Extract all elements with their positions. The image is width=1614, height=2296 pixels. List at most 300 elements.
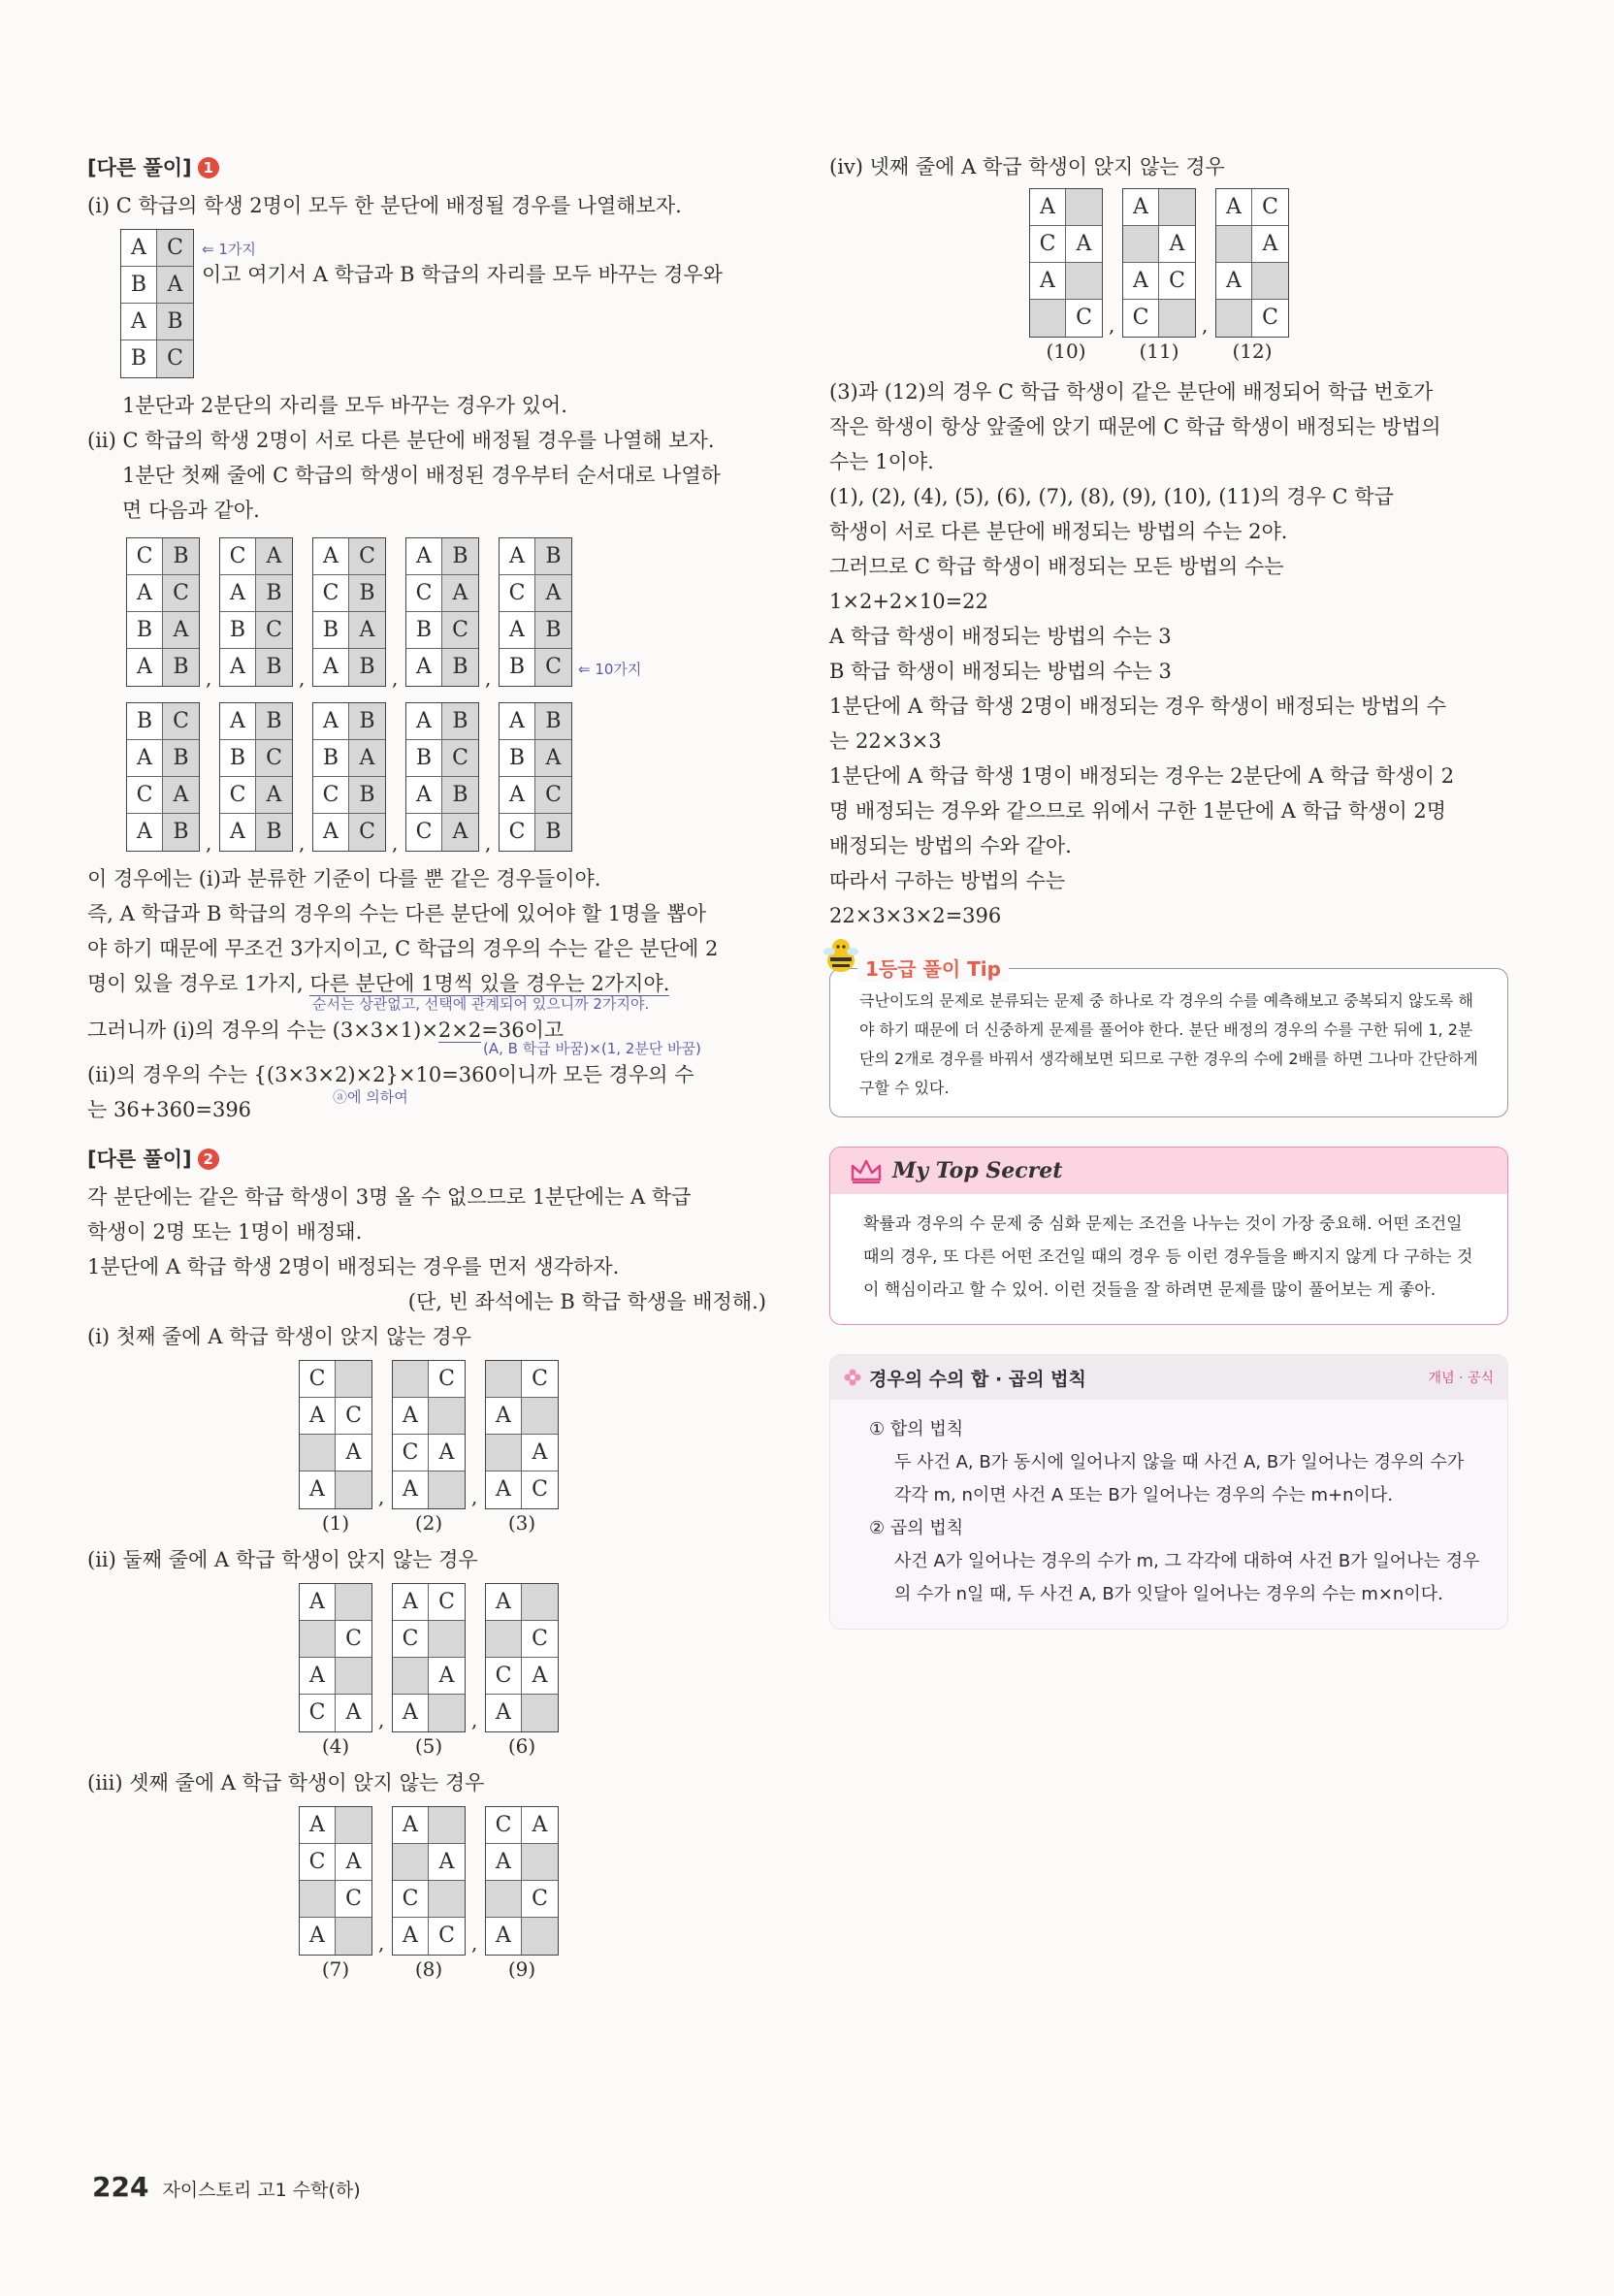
seat-cell: C bbox=[535, 777, 571, 814]
comma-separator: , bbox=[1109, 313, 1115, 337]
annotation-3: ⓐ에 의하여 bbox=[333, 1088, 408, 1106]
count-note: ⇐ 10가지 bbox=[578, 661, 642, 678]
seat-cell: B bbox=[157, 304, 193, 340]
seat-cell bbox=[522, 1584, 558, 1621]
seat-cell: C bbox=[349, 538, 385, 575]
r14: 배정되는 방법의 수와 같아. bbox=[829, 834, 1072, 857]
seat-grid-item bbox=[485, 1360, 559, 1535]
r16: 22×3×3×2=396 bbox=[829, 904, 1002, 927]
set-iv-grids bbox=[829, 188, 1508, 363]
seat-cell: A bbox=[522, 1435, 558, 1471]
seat-cell: A bbox=[486, 1695, 522, 1731]
seat-cell bbox=[1159, 189, 1195, 226]
seat-cell: A bbox=[486, 1471, 522, 1508]
rule-box bbox=[829, 1354, 1508, 1630]
right-column bbox=[829, 149, 1508, 1630]
seat-cell: B bbox=[313, 740, 349, 777]
seat-cell: C bbox=[429, 1918, 465, 1955]
seat-cell bbox=[429, 1398, 465, 1435]
seat-grid bbox=[126, 702, 200, 852]
para6: (ii)의 경우의 수는 {(3×3×2)×2}×10=360이니까 모든 경우의 수 bbox=[87, 1063, 694, 1086]
seat-grid bbox=[126, 537, 200, 687]
case-i-line2: 1분단과 2분단의 자리를 모두 바꾸는 경우가 있어. bbox=[122, 394, 567, 417]
rule-title: 경우의 수의 합 · 곱의 법칙 bbox=[869, 1368, 1086, 1390]
seat-cell: C bbox=[336, 1621, 371, 1658]
seat-cell bbox=[429, 1695, 465, 1731]
case-ii-line2: 1분단 첫째 줄에 C 학급의 학생이 배정된 경우부터 순서대로 나열하 bbox=[122, 464, 721, 487]
alt-solution-1-heading bbox=[87, 151, 766, 184]
grid-caption: (7) bbox=[321, 1957, 350, 1981]
seat-cell: C bbox=[535, 649, 571, 686]
seat-cell: A bbox=[336, 1435, 371, 1471]
seat-grid bbox=[485, 1583, 559, 1732]
seat-cell bbox=[429, 1471, 465, 1508]
seat-cell: A bbox=[442, 814, 478, 851]
seat-cell: B bbox=[256, 649, 292, 686]
r11: 는 22×3×3 bbox=[829, 729, 942, 753]
seat-grid-item bbox=[392, 1806, 466, 1981]
seat-cell bbox=[336, 1918, 371, 1955]
case-i-text: (i) C 학급의 학생 2명이 모두 한 분단에 배정될 경우를 나열해보자. bbox=[87, 194, 682, 217]
rule-tag: 개념 · 공식 bbox=[1428, 1371, 1494, 1386]
r8: A 학급 학생이 배정되는 방법의 수는 3 bbox=[829, 625, 1172, 648]
book-title: 자이스토리 고1 수학(하) bbox=[162, 2180, 361, 2201]
seat-cell: B bbox=[163, 740, 199, 777]
seat-cell bbox=[486, 1361, 522, 1398]
secret-title: My Top Secret bbox=[892, 1158, 1063, 1183]
seat-grid bbox=[392, 1583, 466, 1732]
seat-cell: B bbox=[535, 703, 571, 740]
seat-grid bbox=[499, 702, 572, 852]
seat-cell: A bbox=[121, 304, 157, 340]
seat-cell: A bbox=[300, 1807, 336, 1844]
seat-cell: A bbox=[256, 538, 292, 575]
seat-cell: B bbox=[406, 612, 442, 649]
seat-grid bbox=[392, 1360, 466, 1509]
seat-cell: A bbox=[1252, 226, 1288, 263]
seat-cell: A bbox=[220, 814, 256, 851]
p2-line2: 학생이 2명 또는 1명이 배정돼. bbox=[87, 1220, 363, 1244]
seat-cell bbox=[336, 1471, 371, 1508]
seat-cell bbox=[486, 1435, 522, 1471]
seat-grid-item bbox=[126, 702, 200, 852]
seat-cell: C bbox=[486, 1807, 522, 1844]
p2-line4: (단, 빈 좌석에는 B 학급 학생을 배정해.) bbox=[407, 1290, 766, 1313]
seat-cell: A bbox=[429, 1658, 465, 1695]
seat-cell: A bbox=[393, 1584, 429, 1621]
seat-cell bbox=[1159, 300, 1195, 337]
seat-grid-item bbox=[219, 537, 293, 687]
seat-cell: C bbox=[349, 814, 385, 851]
comma-separator: , bbox=[471, 1708, 478, 1731]
grid-caption: (2) bbox=[414, 1511, 443, 1535]
seat-cell: C bbox=[313, 777, 349, 814]
para7: 는 36+360=396 bbox=[87, 1098, 252, 1121]
seat-cell bbox=[1216, 226, 1252, 263]
seat-cell bbox=[1216, 300, 1252, 337]
sub-case-i: (i) 첫째 줄에 A 학급 학생이 앉지 않는 경우 bbox=[87, 1325, 471, 1348]
seat-cell: B bbox=[127, 703, 163, 740]
para2: 즉, A 학급과 B 학급의 경우의 수는 다른 분단에 있어야 할 1명을 뽑아 bbox=[87, 902, 706, 925]
seat-cell: B bbox=[349, 703, 385, 740]
seat-cell: C bbox=[300, 1844, 336, 1881]
seat-cell: B bbox=[535, 538, 571, 575]
seat-cell: B bbox=[500, 649, 535, 686]
grid-caption: (5) bbox=[414, 1734, 443, 1758]
seat-cell: B bbox=[313, 612, 349, 649]
para4-b: 다른 분단에 1명씩 있을 경우는 2가지야. bbox=[309, 972, 670, 995]
para1: 이 경우에는 (i)과 분류한 기준이 다를 뿐 같은 경우들이야. bbox=[87, 867, 601, 890]
seat-cell: A bbox=[486, 1918, 522, 1955]
seat-cell: B bbox=[220, 740, 256, 777]
seat-grid bbox=[299, 1806, 372, 1956]
seat-cell: C bbox=[1066, 300, 1102, 337]
seat-cell: A bbox=[349, 612, 385, 649]
seat-cell: B bbox=[256, 703, 292, 740]
comma-separator: , bbox=[1202, 313, 1209, 337]
seat-cell: A bbox=[220, 575, 256, 612]
seat-cell: C bbox=[522, 1881, 558, 1918]
seat-cell: A bbox=[442, 575, 478, 612]
seat-grid bbox=[299, 1360, 372, 1509]
seat-cell: A bbox=[429, 1435, 465, 1471]
seat-grid-item bbox=[312, 702, 386, 852]
case-ii-grids-row2 bbox=[87, 702, 766, 855]
seat-cell bbox=[393, 1658, 429, 1695]
seat-cell bbox=[1123, 226, 1159, 263]
comma-separator: , bbox=[378, 1708, 385, 1731]
r12: 1분단에 A 학급 학생 1명이 배정되는 경우는 2분단에 A 학급 학생이 2 bbox=[829, 764, 1455, 788]
seat-grid bbox=[499, 537, 572, 687]
seat-cell: A bbox=[535, 575, 571, 612]
seat-cell: B bbox=[163, 649, 199, 686]
sub-case-iii: (iii) 셋째 줄에 A 학급 학생이 앉지 않는 경우 bbox=[87, 1771, 485, 1795]
r1: (3)과 (12)의 경우 C 학급 학생이 같은 분단에 배정되어 학급 번호가 bbox=[829, 380, 1434, 404]
seat-cell: A bbox=[163, 777, 199, 814]
seat-cell: C bbox=[406, 814, 442, 851]
seat-grid-item bbox=[405, 702, 479, 852]
secret-body: 확률과 경우의 수 문제 중 심화 문제는 조건을 나누는 것이 가장 중요해. 어떤 조건일 때의 경우, 또 다른 어떤 조건일 때의 경우 등 이런 경우들을 빠지지 않게 다 구하는 것이 핵심이라고 할 수 있어. 이런 것들을 잘 하려면 문제를 많이 풀어보는 게 좋아. bbox=[863, 1214, 1473, 1300]
seat-cell: A bbox=[486, 1844, 522, 1881]
seat-grid-item bbox=[1029, 188, 1103, 363]
p2-line1: 각 분단에는 같은 학급 학생이 3명 올 수 없으므로 1분단에는 A 학급 bbox=[87, 1185, 692, 1209]
seat-cell: A bbox=[486, 1398, 522, 1435]
seat-cell: A bbox=[393, 1807, 429, 1844]
seat-grid bbox=[299, 1583, 372, 1732]
seat-cell: A bbox=[127, 649, 163, 686]
seat-cell: A bbox=[393, 1695, 429, 1731]
seat-grid-item bbox=[499, 537, 572, 687]
seat-cell: C bbox=[500, 814, 535, 851]
seat-cell: C bbox=[486, 1658, 522, 1695]
seat-cell bbox=[1066, 189, 1102, 226]
seat-cell: A bbox=[300, 1471, 336, 1508]
seat-cell: C bbox=[1159, 263, 1195, 300]
seat-grid-item bbox=[392, 1583, 466, 1758]
seat-cell bbox=[486, 1621, 522, 1658]
seat-cell: A bbox=[1066, 226, 1102, 263]
seat-cell: A bbox=[429, 1844, 465, 1881]
r9: B 학급 학생이 배정되는 방법의 수는 3 bbox=[829, 660, 1172, 683]
seat-cell: B bbox=[127, 612, 163, 649]
seat-cell: C bbox=[220, 777, 256, 814]
seat-cell: B bbox=[220, 612, 256, 649]
seat-cell bbox=[336, 1361, 371, 1398]
r13: 명 배정되는 경우와 같으므로 위에서 구한 1분단에 A 학급 학생이 2명 bbox=[829, 799, 1447, 823]
seat-cell: A bbox=[500, 538, 535, 575]
seat-cell: A bbox=[127, 740, 163, 777]
seat-cell: B bbox=[163, 814, 199, 851]
seat-cell: C bbox=[429, 1361, 465, 1398]
seat-cell: B bbox=[349, 575, 385, 612]
seat-cell: A bbox=[1216, 189, 1252, 226]
grid-caption: (9) bbox=[507, 1957, 536, 1981]
grid-caption: (4) bbox=[321, 1734, 350, 1758]
seat-cell: A bbox=[393, 1918, 429, 1955]
grid-caption: (12) bbox=[1232, 340, 1273, 363]
seat-cell: A bbox=[1030, 189, 1066, 226]
seat-cell bbox=[522, 1918, 558, 1955]
seat-cell: A bbox=[1030, 263, 1066, 300]
seat-cell: A bbox=[127, 814, 163, 851]
seat-cell: A bbox=[127, 575, 163, 612]
annotation-1: 순서는 상관없고, 선택에 관계되어 있으니까 2가지야. bbox=[312, 995, 650, 1013]
seat-grid-item bbox=[1122, 188, 1196, 363]
seat-grid bbox=[405, 537, 479, 687]
r6: 그러므로 C 학급 학생이 배정되는 모든 방법의 수는 bbox=[829, 555, 1284, 578]
seat-grid bbox=[1122, 188, 1196, 338]
sub-case-ii: (ii) 둘째 줄에 A 학급 학생이 앉지 않는 경우 bbox=[87, 1548, 478, 1571]
seat-cell: A bbox=[406, 538, 442, 575]
seat-cell bbox=[300, 1435, 336, 1471]
seat-cell bbox=[429, 1881, 465, 1918]
grid-caption: (11) bbox=[1139, 340, 1179, 363]
seat-cell: C bbox=[163, 575, 199, 612]
grid-caption: (6) bbox=[507, 1734, 536, 1758]
comma-separator: , bbox=[392, 831, 399, 855]
seat-cell: B bbox=[256, 814, 292, 851]
left-column bbox=[87, 146, 766, 1981]
seat-cell bbox=[393, 1361, 429, 1398]
case-ii-grids-row1 bbox=[87, 537, 766, 690]
seat-grid bbox=[1029, 188, 1103, 338]
rule1-body: 두 사건 A, B가 동시에 일어나지 않을 때 사건 A, B가 일어나는 경우의 수가 각각 m, n이면 사건 A 또는 B가 일어나는 경우의 수는 m+n이다. bbox=[894, 1452, 1465, 1505]
seat-cell: A bbox=[300, 1918, 336, 1955]
flower-icon bbox=[844, 1369, 861, 1386]
seat-cell: B bbox=[535, 612, 571, 649]
seat-cell bbox=[1030, 300, 1066, 337]
comma-separator: , bbox=[471, 1485, 478, 1508]
para3: 야 하기 때문에 무조건 3가지이고, C 학급의 경우의 수는 같은 분단에 2 bbox=[87, 937, 719, 960]
seat-cell: B bbox=[500, 740, 535, 777]
seat-cell bbox=[429, 1621, 465, 1658]
seat-cell: A bbox=[300, 1398, 336, 1435]
seat-cell: A bbox=[336, 1844, 371, 1881]
seat-cell: B bbox=[121, 267, 157, 304]
seat-cell bbox=[1066, 263, 1102, 300]
comma-separator: , bbox=[206, 666, 212, 690]
alt-solution-2-title: [다른 풀이] bbox=[87, 1148, 192, 1171]
sub-case-iv: (iv) 넷째 줄에 A 학급 학생이 앉지 않는 경우 bbox=[829, 155, 1225, 178]
alt-solution-2-heading bbox=[87, 1143, 766, 1176]
seat-cell: A bbox=[220, 703, 256, 740]
alt-solution-1-badge: 1 bbox=[198, 157, 219, 178]
comma-separator: , bbox=[206, 831, 212, 855]
seat-cell: A bbox=[393, 1471, 429, 1508]
tip-body: 극난이도의 문제로 분류되는 문제 중 하나로 각 경우의 수를 예측해보고 중복되지 않도록 해야 하기 때문에 더 신중하게 문제를 풀어야 한다. 분단 배정의 경우의 수를 구한 뒤에 1, 2분단의 2개로 경우를 바꿔서 생각해보면 되므로 구한 경우의 수에 2배를 하면 그나마 간단하게 구할 수 있다. bbox=[859, 991, 1478, 1097]
seat-cell: A bbox=[313, 703, 349, 740]
seat-cell: A bbox=[349, 740, 385, 777]
r10: 1분단에 A 학급 학생 2명이 배정되는 경우 학생이 배정되는 방법의 수 bbox=[829, 695, 1447, 718]
seat-grid-item bbox=[299, 1583, 372, 1758]
seat-grid bbox=[405, 702, 479, 852]
seat-cell: A bbox=[1159, 226, 1195, 263]
seat-cell bbox=[300, 1621, 336, 1658]
seat-cell: C bbox=[1252, 189, 1288, 226]
comma-separator: , bbox=[378, 1485, 385, 1508]
seat-cell: A bbox=[313, 649, 349, 686]
seat-grid bbox=[392, 1806, 466, 1956]
seat-cell: A bbox=[313, 538, 349, 575]
seat-grid-item bbox=[392, 1360, 466, 1535]
seat-cell: C bbox=[313, 575, 349, 612]
comma-separator: , bbox=[299, 831, 306, 855]
seat-cell: C bbox=[336, 1398, 371, 1435]
seat-cell: A bbox=[522, 1658, 558, 1695]
seat-cell: A bbox=[500, 612, 535, 649]
para5-c: =36이고 bbox=[481, 1019, 565, 1042]
seat-cell: C bbox=[522, 1471, 558, 1508]
case-i-grid bbox=[120, 229, 194, 378]
r2: 작은 학생이 항상 앞줄에 앉기 때문에 C 학급 학생이 배정되는 방법의 bbox=[829, 415, 1441, 438]
secret-header bbox=[830, 1148, 1507, 1194]
seat-cell: B bbox=[442, 703, 478, 740]
seat-cell: C bbox=[157, 230, 193, 267]
rule-header bbox=[830, 1355, 1507, 1400]
seat-cell: A bbox=[1216, 263, 1252, 300]
seat-cell: A bbox=[313, 814, 349, 851]
r5: 학생이 서로 다른 분단에 배정되는 방법의 수는 2야. bbox=[829, 520, 1288, 543]
r3: 수는 1이야. bbox=[829, 450, 934, 473]
seat-cell: C bbox=[500, 575, 535, 612]
seat-cell bbox=[336, 1658, 371, 1695]
seat-grid-item bbox=[219, 702, 293, 852]
annotation-2: (A, B 학급 바꿈)×(1, 2분단 바꿈) bbox=[483, 1040, 701, 1057]
seat-cell: A bbox=[406, 649, 442, 686]
seat-cell: B bbox=[349, 777, 385, 814]
seat-cell: A bbox=[300, 1584, 336, 1621]
seat-cell: A bbox=[500, 777, 535, 814]
seat-cell: C bbox=[393, 1435, 429, 1471]
seat-cell: A bbox=[157, 267, 193, 304]
page-footer bbox=[92, 2171, 361, 2203]
para5-b: 2×2 bbox=[437, 1019, 482, 1042]
seat-cell: C bbox=[522, 1361, 558, 1398]
seat-cell: A bbox=[393, 1398, 429, 1435]
comma-separator: , bbox=[471, 1931, 478, 1955]
seat-cell bbox=[393, 1844, 429, 1881]
seat-grid bbox=[312, 537, 386, 687]
seat-grid bbox=[485, 1806, 559, 1956]
secret-box bbox=[829, 1147, 1508, 1325]
seat-grid-item bbox=[485, 1583, 559, 1758]
case-ii-text: (ii) C 학급의 학생 2명이 서로 다른 분단에 배정될 경우를 나열해 보자. bbox=[87, 429, 715, 452]
tip-title: 1등급 풀이 Tip bbox=[857, 954, 1009, 982]
seat-grid-item bbox=[312, 537, 386, 687]
seat-grid bbox=[219, 702, 293, 852]
case-i-figure bbox=[87, 229, 766, 378]
seat-cell: B bbox=[535, 814, 571, 851]
seat-cell: A bbox=[121, 230, 157, 267]
alt-solution-1-title: [다른 풀이] bbox=[87, 156, 192, 179]
seat-grid-item bbox=[405, 537, 479, 687]
seat-cell: B bbox=[256, 575, 292, 612]
para4-a: 명이 있을 경우로 1가지, bbox=[87, 972, 310, 995]
seat-cell: A bbox=[220, 649, 256, 686]
r4: (1), (2), (4), (5), (6), (7), (8), (9), (10), (11)의 경우 C 학급 bbox=[829, 485, 1394, 508]
seat-cell: A bbox=[163, 612, 199, 649]
seat-cell: C bbox=[442, 612, 478, 649]
seat-cell bbox=[522, 1695, 558, 1731]
seat-grid-item bbox=[499, 702, 572, 852]
grid-caption: (3) bbox=[507, 1511, 536, 1535]
seat-cell bbox=[429, 1807, 465, 1844]
seat-cell: A bbox=[1123, 263, 1159, 300]
rule1-head: ① 합의 법칙 bbox=[869, 1419, 964, 1439]
seat-cell: C bbox=[442, 740, 478, 777]
seat-cell bbox=[300, 1881, 336, 1918]
seat-cell: C bbox=[1252, 300, 1288, 337]
page-number: 224 bbox=[92, 2171, 149, 2203]
seat-cell: B bbox=[406, 740, 442, 777]
alt-solution-2-badge: 2 bbox=[198, 1148, 219, 1170]
seat-cell: A bbox=[486, 1584, 522, 1621]
seat-grid-item bbox=[126, 537, 200, 687]
seat-cell: C bbox=[256, 740, 292, 777]
seat-cell: B bbox=[442, 777, 478, 814]
seat-cell: C bbox=[256, 612, 292, 649]
rule-body bbox=[830, 1400, 1507, 1629]
seat-cell: C bbox=[1123, 300, 1159, 337]
comma-separator: , bbox=[378, 1931, 385, 1955]
seat-cell bbox=[336, 1807, 371, 1844]
seat-cell bbox=[522, 1844, 558, 1881]
seat-cell: A bbox=[406, 777, 442, 814]
p2-line3: 1분단에 A 학급 학생 2명이 배정되는 경우를 먼저 생각하자. bbox=[87, 1255, 620, 1278]
rule2-body: 사건 A가 일어나는 경우의 수가 m, 그 각각에 대하여 사건 B가 일어나는 경우의 수가 n일 때, 두 사건 A, B가 잇달아 일어나는 경우의 수는 m×n이다. bbox=[894, 1551, 1480, 1604]
grid-caption: (1) bbox=[321, 1511, 350, 1535]
seat-cell: A bbox=[500, 703, 535, 740]
seat-grid bbox=[312, 702, 386, 852]
crown-icon bbox=[850, 1158, 883, 1183]
seat-grid-item bbox=[1215, 188, 1289, 363]
comma-separator: , bbox=[485, 831, 492, 855]
grid-caption: (8) bbox=[414, 1957, 443, 1981]
seat-cell: C bbox=[393, 1881, 429, 1918]
grid-caption: (10) bbox=[1046, 340, 1086, 363]
seat-cell: C bbox=[163, 703, 199, 740]
seat-cell bbox=[336, 1584, 371, 1621]
seat-grid bbox=[1215, 188, 1289, 338]
seat-cell: A bbox=[300, 1658, 336, 1695]
seat-cell: B bbox=[349, 649, 385, 686]
r7: 1×2+2×10=22 bbox=[829, 590, 988, 613]
seat-cell: B bbox=[442, 538, 478, 575]
seat-cell: C bbox=[300, 1695, 336, 1731]
set-i-grids bbox=[87, 1360, 766, 1535]
comma-separator: , bbox=[485, 666, 492, 690]
seat-grid-item bbox=[299, 1806, 372, 1981]
